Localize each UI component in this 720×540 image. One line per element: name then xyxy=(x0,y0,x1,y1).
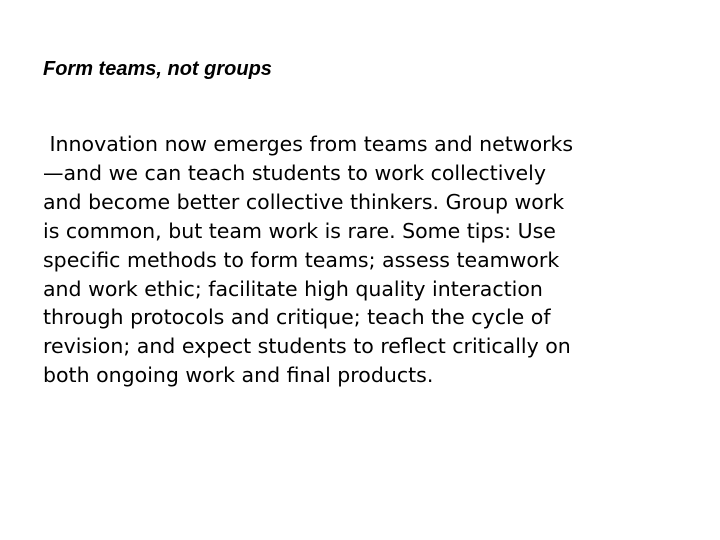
body-line: through protocols and critique; teach the cycle of xyxy=(43,305,551,330)
body-line: is common, but team work is rare. Some tips: Use xyxy=(43,218,556,243)
body-line: specific methods to form teams; assess teamwork xyxy=(43,247,560,272)
body-line: revision; and expect students to reflect critically on xyxy=(43,334,571,359)
body-line: Innovation now emerges from teams and networks xyxy=(43,132,574,156)
body-line: and become better collective thinkers. Group work xyxy=(43,189,565,214)
slide-title: Form teams, not groups xyxy=(43,58,272,80)
body-line: both ongoing work and final products. xyxy=(43,363,434,388)
body-line: and work ethic; facilitate high quality interaction xyxy=(43,276,543,301)
slide-body xyxy=(43,130,683,390)
body-line: —and we can teach students to work collectively xyxy=(43,160,546,185)
